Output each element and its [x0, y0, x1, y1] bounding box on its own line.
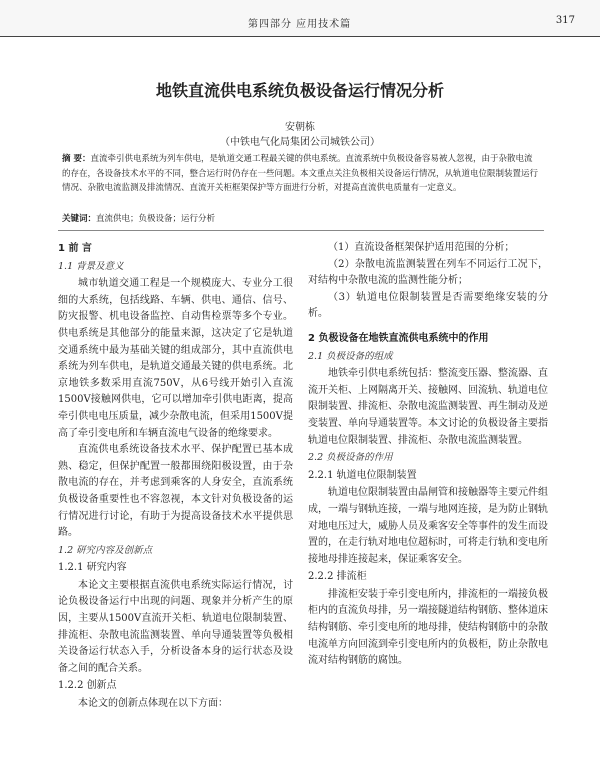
keywords-text: 直流供电；负极设备；运行分析	[96, 214, 216, 224]
divider	[58, 230, 544, 231]
heading-functions: 2.2 负极设备的作用	[308, 452, 393, 464]
heading-background: 1.1 背景及意义	[58, 260, 124, 272]
heading-intro: 1 前 言	[58, 243, 92, 254]
heading-ovpd: 2.2.1 轨道电位限制装置	[308, 469, 417, 481]
affiliation: （中铁电气化局集团公司城铁公司）	[220, 137, 380, 148]
header-section: 第四部分 应用技术篇	[248, 19, 352, 30]
heading-role: 2 负极设备在地铁直流供电系统中的作用	[308, 332, 489, 344]
left-column	[58, 240, 293, 713]
heading-drain: 2.2.2 排流柜	[308, 571, 367, 583]
author: 安朝栋	[285, 122, 315, 133]
abstract-label: 摘 要：	[62, 154, 91, 164]
heading-composition: 2.1 负极设备的组成	[308, 350, 393, 362]
abstract-text: 直流牵引供电系统为列车供电，是轨道交通工程最关键的供电系统。直流系统中负极设备容易被人忽视，由于杂散电流的存在，各设备技术水平的不同，整合运行时仍存在一些问题。本文重点关注负极相关设备运行情况，从轨道电位限制装置运行情况、杂散电流监测及排流情况、直流开关柜框架保护等方面进行分析，对提高直流供电质量有一定意义。	[62, 154, 539, 193]
running-header	[0, 0, 600, 37]
paper-title: 地铁直流供电系统负极设备运行情况分析	[155, 81, 444, 100]
list-item: （2）杂散电流监测装置在列车不同运行工况下，对结构中杂散电流的监测性能分析；	[308, 258, 548, 287]
paragraph: 直流供电系统设备技术水平、保护配置已基本成熟、稳定，但保护配置一般都围绕阳极设置，由于杂散电流的存在，并考虑到乘客的人身安全，直流系统负极设备重要性也不容忽视，本文针对负极设备的运行情况进行讨论，有助于为提高设备技术水平提供思路。	[58, 444, 293, 539]
abstract	[62, 152, 540, 196]
heading-content: 1.2 研究内容及创新点	[58, 544, 153, 556]
page-number: 317	[555, 15, 575, 26]
list-item: （3）轨道电位限制装置是否需要绝缘安装的分析。	[308, 291, 548, 320]
right-column	[308, 240, 548, 670]
paragraph: 地铁牵引供电系统包括：整流变压器、整流器、直流开关柜、上网隔离开关、接触网、回流轨、轨道电位限制装置、排流柜、杂散电流监测装置、再生制动及逆变装置、单向导通装置等。本文讨论的负极设备主要指轨道电位限制装置、排流柜、杂散电流监测装置。	[308, 368, 548, 446]
heading-research: 1.2.1 研究内容	[58, 562, 127, 574]
paragraph: 城市轨道交通工程是一个规模庞大、专业分工很细的大系统，包括线路、车辆、供电、通信、信号、防灾报警、机电设备监控、自动售检票等多个专业。供电系统是其他部分的能量来源，这决定了它是轨道交通系统中最为基础关键的组成部分，其中直流供电系统为列车供电，是轨道交通最关键的供电系统。北京地铁多数采用直流750V，从6号线开始引入直流1500V接触网供电，它可以增加牵引供电距离，提高牵引供电电压质量，减少杂散电流，但采用1500V提高了牵引变电所和车辆直流电气设备的绝缘要求。	[58, 278, 293, 439]
paragraph: 本论文主要根据直流供电系统实际运行情况，讨论负极设备运行中出现的问题、现象并分析产生的原因，主要从1500V直流开关柜、轨道电位限制装置、排流柜、杂散电流监测装置、单向导通装置等负极相关设备运行状态入手，分析设备本身的运行状态及设备之间的配合关系。	[58, 579, 293, 674]
list-item: （1）直流设备框架保护适用范围的分析；	[328, 242, 515, 253]
paragraph: 轨道电位限制装置由晶闸管和接触器等主要元件组成，一端与钢轨连接，一端与地网连接，是为防止钢轨对地电压过大，威胁人员及乘客安全等事件的发生而设置的，在走行轨对地电位超标时，可将走行轨和变电所接地母排连接起来，保证乘客安全。	[308, 487, 548, 565]
heading-innovation: 1.2.2 创新点	[58, 680, 117, 692]
keywords	[62, 212, 540, 224]
keywords-label: 关键词：	[62, 214, 97, 224]
paragraph: 排流柜安装于牵引变电所内，排流柜的一端接负极柜内的直流负母排，另一端接隧道结构钢筋、整体道床结构钢筋、牵引变电所的地母排，使结构钢筋中的杂散电流单方向回流到牵引变电所内的负极柜，防止杂散电流对结构钢筋的腐蚀。	[308, 588, 548, 667]
paragraph: 本论文的创新点体现在以下方面：	[78, 698, 228, 710]
